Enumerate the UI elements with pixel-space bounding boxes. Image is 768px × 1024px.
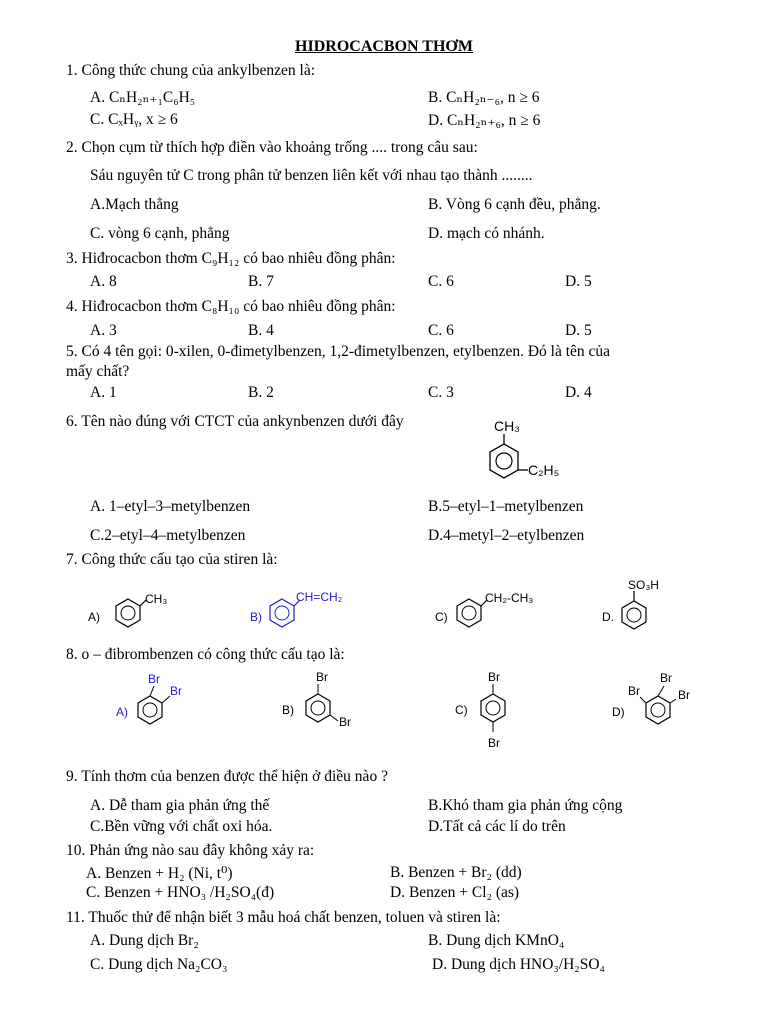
q7-label-c: C) [435,610,448,624]
q1-option-c: C. CₓHᵧ, x ≥ 6 [90,111,178,128]
q6-option-b: B.5–etyl–1–metylbenzen [428,498,584,515]
q11-option-b: B. Dung dịch KMnO₄ [428,932,565,949]
q7-sub-d: SO₃H [628,578,659,592]
question-11: 11. Thuốc thử để nhận biết 3 mẫu hoá chất benzen, toluen và stiren là: [66,909,501,926]
q6-ch3-label: CH₃ [494,418,520,434]
question-5: 5. Có 4 tên gọi: 0-xilen, 0-đimetylbenzen, 1,2-đimetylbenzen, etylbenzen. Đó là tên của [66,343,611,360]
q4-option-a: A. 3 [90,322,117,339]
q5-option-c: C. 3 [428,384,454,401]
q9-option-d: D.Tất cả các lí do trên [428,818,566,835]
q5-option-d: D. 4 [565,384,592,401]
question-6: 6. Tên nào đúng với CTCT của ankynbenzen dưới đây [66,413,404,430]
q5-option-a: A. 1 [90,384,117,401]
q7-label-d: D. [602,610,614,624]
q8-br-a1: Br [148,672,160,686]
q2-option-b: B. Vòng 6 cạnh đều, phẳng. [428,196,601,213]
page-title: HIDROCACBON THƠM [295,38,473,55]
q4-option-d: D. 5 [565,322,592,339]
q7-structure-c [435,585,565,645]
q1-option-b: B. CₙH₂ₙ₋₆, n ≥ 6 [428,89,540,106]
q8-br-d3: Br [678,688,690,702]
q8-br-d2: Br [628,684,640,698]
q6-option-c: C.2–etyl–4–metylbenzen [90,527,246,544]
q4-option-c: C. 6 [428,322,454,339]
q8-br-b1: Br [316,670,328,684]
q4-option-b: B. 4 [248,322,274,339]
q11-option-d: D. Dung dịch HNO₃/H₂SO₄ [432,956,605,973]
q3-option-a: A. 8 [90,273,117,290]
question-4: 4. Hiđrocacbon thơm C₈H₁₀ có bao nhiêu đồng phân: [66,298,396,315]
q3-option-d: D. 5 [565,273,592,290]
question-3: 3. Hiđrocacbon thơm C₉H₁₂ có bao nhiêu đồng phân: [66,250,396,267]
q8-structure-c [455,668,535,752]
q6-c2h5-label: C₂H₅ [528,462,560,478]
q1-option-a: A. CₙH₂ₙ₊₁C₆H₅ [90,89,196,106]
q8-label-d: D) [612,705,625,719]
q7-sub-b: CH=CH₂ [296,590,343,604]
q9-option-c: C.Bền vững với chất oxi hóa. [90,818,273,835]
question-7: 7. Công thức cấu tạo của stiren là: [66,551,278,568]
question-9: 9. Tính thơm của benzen được thể hiện ở điều nào ? [66,768,388,785]
q8-structure-d [612,668,712,738]
q6-option-d: D.4–metyl–2–etylbenzen [428,527,585,544]
q11-option-a: A. Dung dịch Br₂ [90,932,199,949]
q9-option-a: A. Dễ tham gia phản ứng thế [90,797,270,814]
q7-structure-d [602,572,692,642]
question-5-line2: mấy chất? [66,363,130,380]
q9-option-b: B.Khó tham gia phản ứng cộng [428,797,623,814]
q8-label-b: B) [282,703,294,717]
q8-label-c: C) [455,703,468,717]
q2-option-d: D. mạch có nhánh. [428,225,545,242]
q7-sub-c: CH₂-CH₃ [485,591,534,605]
q8-br-c1: Br [488,670,500,684]
q2-option-a: A.Mạch thẳng [90,196,179,213]
q7-sub-a: CH₃ [145,592,168,606]
q8-structure-b [282,668,372,738]
q6-structure [470,410,590,490]
q8-br-d1: Br [660,671,672,685]
question-2: 2. Chọn cụm từ thích hợp điền vào khoảng trống .... trong câu sau: [66,139,478,156]
q8-br-a2: Br [170,684,182,698]
q8-structure-a [116,670,206,730]
q5-option-b: B. 2 [248,384,274,401]
q11-option-c: C. Dung dịch Na₂CO₃ [90,956,228,973]
q2-option-c: C. vòng 6 cạnh, phẳng [90,225,230,242]
q7-structure-b [250,585,380,645]
q3-option-b: B. 7 [248,273,274,290]
q3-option-c: C. 6 [428,273,454,290]
q2-sentence: Sáu nguyên tử C trong phân tử benzen liên kết với nhau tạo thành ........ [90,167,533,184]
q8-br-c2: Br [488,736,500,750]
question-1: 1. Công thức chung của ankylbenzen là: [66,62,316,79]
q8-label-a: A) [116,705,128,719]
question-8: 8. o – đibrombenzen có công thức cấu tạo là: [66,646,345,663]
q10-option-d: D. Benzen + Cl₂ (as) [390,884,520,901]
question-10: 10. Phản ứng nào sau đây không xảy ra: [66,842,315,859]
q7-structure-a [88,585,198,645]
q6-option-a: A. 1–etyl–3–metylbenzen [90,498,251,515]
q7-label-a: A) [88,610,100,624]
q10-option-a: A. Benzen + H₂ (Ni, t⁰) [86,865,233,882]
q7-label-b: B) [250,610,262,624]
q1-option-d: D. CₙH₂ₙ₊₆, n ≥ 6 [428,112,541,129]
q8-br-b2: Br [339,715,351,729]
q10-option-b: B. Benzen + Br₂ (dd) [390,864,522,881]
q10-option-c: C. Benzen + HNO₃ /H₂SO₄(đ) [86,884,275,901]
